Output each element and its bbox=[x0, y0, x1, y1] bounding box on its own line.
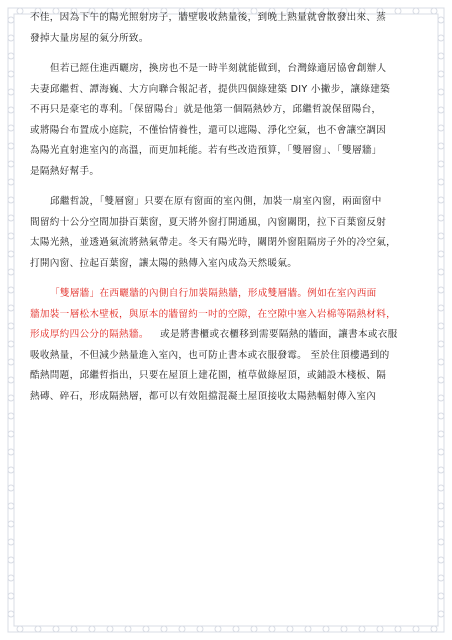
border-ornament bbox=[8, 485, 14, 491]
border-ornament bbox=[438, 305, 444, 311]
border-ornament bbox=[8, 611, 14, 617]
border-ornament bbox=[8, 503, 14, 509]
paragraph-4 bbox=[30, 284, 422, 407]
border-ornament bbox=[8, 467, 14, 473]
border-ornament bbox=[8, 89, 14, 95]
border-ornament bbox=[8, 215, 14, 221]
border-ornament bbox=[8, 305, 14, 311]
border-ornament bbox=[438, 449, 444, 455]
border-ornament bbox=[438, 233, 444, 239]
document-body bbox=[30, 8, 422, 407]
border-ornament bbox=[197, 626, 203, 632]
border-ornament bbox=[341, 626, 347, 632]
border-ornament bbox=[8, 53, 14, 59]
border-ornament bbox=[8, 35, 14, 41]
border-ornament bbox=[125, 626, 131, 632]
border-ornament bbox=[251, 626, 257, 632]
border-ornament bbox=[8, 557, 14, 563]
text-span: 或是將書櫃或衣櫃移到需要隔熱的牆面，讓書本或衣服 bbox=[160, 329, 398, 340]
border-ornament bbox=[8, 449, 14, 455]
border-ornament bbox=[269, 626, 275, 632]
border-ornament bbox=[438, 251, 444, 257]
border-ornament bbox=[161, 626, 167, 632]
border-ornament bbox=[438, 341, 444, 347]
text-line: 熱磚、碎石，形成隔熱層，都可以有效阻擋混凝土屋頂接收太陽熱輻射傳入室內 bbox=[30, 390, 377, 402]
border-ornament bbox=[438, 593, 444, 599]
border-ornament bbox=[89, 626, 95, 632]
text-line: 太陽光熱，並透過氣流將熱氣帶走。冬天有陽光時，關閉外窗阻隔房子外的冷空氣， bbox=[30, 237, 397, 248]
border-ornament bbox=[431, 8, 437, 14]
paragraph-1 bbox=[30, 8, 422, 49]
border-ornament bbox=[438, 269, 444, 275]
border-ornament bbox=[8, 287, 14, 293]
border-ornament bbox=[8, 341, 14, 347]
border-ornament bbox=[438, 35, 444, 41]
text-line: 夫妻邱繼哲、譚海巍、大方向聯合報記者，提供四個綠建築 DIY 小撇步，讓綠建築 bbox=[30, 83, 391, 95]
border-ornament bbox=[438, 89, 444, 95]
border-ornament bbox=[8, 575, 14, 581]
border-ornament bbox=[438, 143, 444, 149]
border-ornament bbox=[8, 251, 14, 257]
paragraph-3 bbox=[30, 192, 422, 274]
border-ornament bbox=[8, 521, 14, 527]
border-ornament bbox=[287, 626, 293, 632]
border-ornament bbox=[8, 197, 14, 203]
border-ornament bbox=[8, 143, 14, 149]
text-line: 或將陽台布置成小庭院，不僅怡情養性，還可以遮陽、淨化空氣，也不會讓空調因 bbox=[30, 124, 387, 136]
highlighted-text-line: 「雙層牆」在西曬牆的內側自行加裝隔熱牆，形成雙層牆。例如在室內西面 bbox=[50, 288, 377, 299]
border-ornament bbox=[395, 626, 401, 632]
border-ornament bbox=[438, 359, 444, 365]
border-ornament bbox=[8, 431, 14, 437]
border-ornament bbox=[438, 521, 444, 527]
border-ornament bbox=[71, 626, 77, 632]
text-line: 邱繼哲說，「雙層窗」只要在原有窗面的室內側，加裝一扇室內窗，兩面窗中 bbox=[50, 196, 382, 207]
border-ornament bbox=[233, 626, 239, 632]
border-ornament bbox=[8, 395, 14, 401]
border-ornament bbox=[438, 485, 444, 491]
border-ornament bbox=[438, 539, 444, 545]
paragraph-2 bbox=[30, 59, 422, 182]
border-ornament bbox=[438, 197, 444, 203]
border-ornament bbox=[438, 107, 444, 113]
border-ornament bbox=[143, 626, 149, 632]
text-line: 是隔熱好幫手。 bbox=[30, 165, 100, 177]
border-ornament bbox=[438, 395, 444, 401]
border-ornament bbox=[8, 413, 14, 419]
border-ornament bbox=[8, 107, 14, 113]
border-ornament bbox=[8, 323, 14, 329]
border-ornament bbox=[8, 269, 14, 275]
border-ornament bbox=[17, 626, 23, 632]
border-ornament bbox=[8, 233, 14, 239]
border-ornament bbox=[438, 377, 444, 383]
border-ornament bbox=[431, 626, 437, 632]
border-ornament bbox=[438, 53, 444, 59]
border-ornament bbox=[323, 626, 329, 632]
border-ornament bbox=[413, 626, 419, 632]
text-line: 吸收熱量，不但減少熱量進入室內，也可防止書本或衣服發霉。 至於住頂樓遇到的 bbox=[30, 349, 390, 361]
border-ornament bbox=[8, 593, 14, 599]
border-ornament bbox=[8, 359, 14, 365]
border-ornament bbox=[438, 287, 444, 293]
mixed-text-line bbox=[30, 325, 422, 346]
border-ornament bbox=[305, 626, 311, 632]
border-ornament bbox=[438, 215, 444, 221]
border-ornament bbox=[179, 626, 185, 632]
highlighted-text-span: 形成厚約四公分的隔熱牆。 bbox=[30, 329, 149, 340]
border-ornament bbox=[438, 467, 444, 473]
border-ornament bbox=[35, 626, 41, 632]
text-line: 不佳，因為下午的陽光照射房子，牆壁吸收熱量後，到晚上熱量就會散發出來、蒸 bbox=[30, 12, 387, 23]
border-ornament bbox=[8, 125, 14, 131]
border-ornament bbox=[438, 557, 444, 563]
border-ornament bbox=[438, 575, 444, 581]
border-ornament bbox=[17, 8, 23, 14]
text-line: 打開內窗、拉起百葉窗，讓太陽的熱傳入室內成為天然暖氣。 bbox=[30, 257, 298, 269]
border-ornament bbox=[8, 539, 14, 545]
border-ornament bbox=[438, 125, 444, 131]
border-ornament bbox=[8, 179, 14, 185]
border-ornament bbox=[438, 17, 444, 23]
text-line: 但若已經住進西曬房，換房也不是一時半刻就能做到，台灣綠適居協會創辦人 bbox=[50, 63, 387, 74]
text-line: 間留約十公分空間加掛百葉窗，夏天將外窗打開通風，內窗關閉，拉下百葉窗反射 bbox=[30, 216, 387, 228]
border-ornament bbox=[438, 503, 444, 509]
text-line: 發掉大量房屋的氣分所致。 bbox=[30, 32, 149, 44]
border-ornament bbox=[438, 323, 444, 329]
border-ornament bbox=[107, 626, 113, 632]
border-ornament bbox=[8, 71, 14, 77]
border-ornament bbox=[215, 626, 221, 632]
border-ornament bbox=[438, 431, 444, 437]
text-line: 酷熱問題，邱繼哲指出，只要在屋頂上建花園，植草做綠屋頂，或鋪設木棧板、隔 bbox=[30, 370, 387, 381]
border-ornament bbox=[8, 17, 14, 23]
border-ornament bbox=[438, 161, 444, 167]
border-ornament bbox=[8, 377, 14, 383]
border-ornament bbox=[8, 161, 14, 167]
border-ornament bbox=[53, 626, 59, 632]
border-ornament bbox=[438, 413, 444, 419]
text-line: 為陽光直射進室內的高溫，而更加耗能。若有些改造預算，「雙層窗」、「雙層牆」 bbox=[30, 145, 382, 156]
border-ornament bbox=[438, 179, 444, 185]
border-ornament bbox=[359, 626, 365, 632]
highlighted-text-line: 牆加裝一層松木壁板，與原本的牆留約一吋的空隙，在空隙中塞入岩棉等隔熱材料， bbox=[30, 308, 397, 320]
text-line: 不再只是豪宅的專利。「保留陽台」就是他第一個隔熱妙方，邱繼哲說保留陽台， bbox=[30, 104, 382, 115]
border-ornament bbox=[377, 626, 383, 632]
border-ornament bbox=[438, 71, 444, 77]
border-ornament bbox=[438, 611, 444, 617]
